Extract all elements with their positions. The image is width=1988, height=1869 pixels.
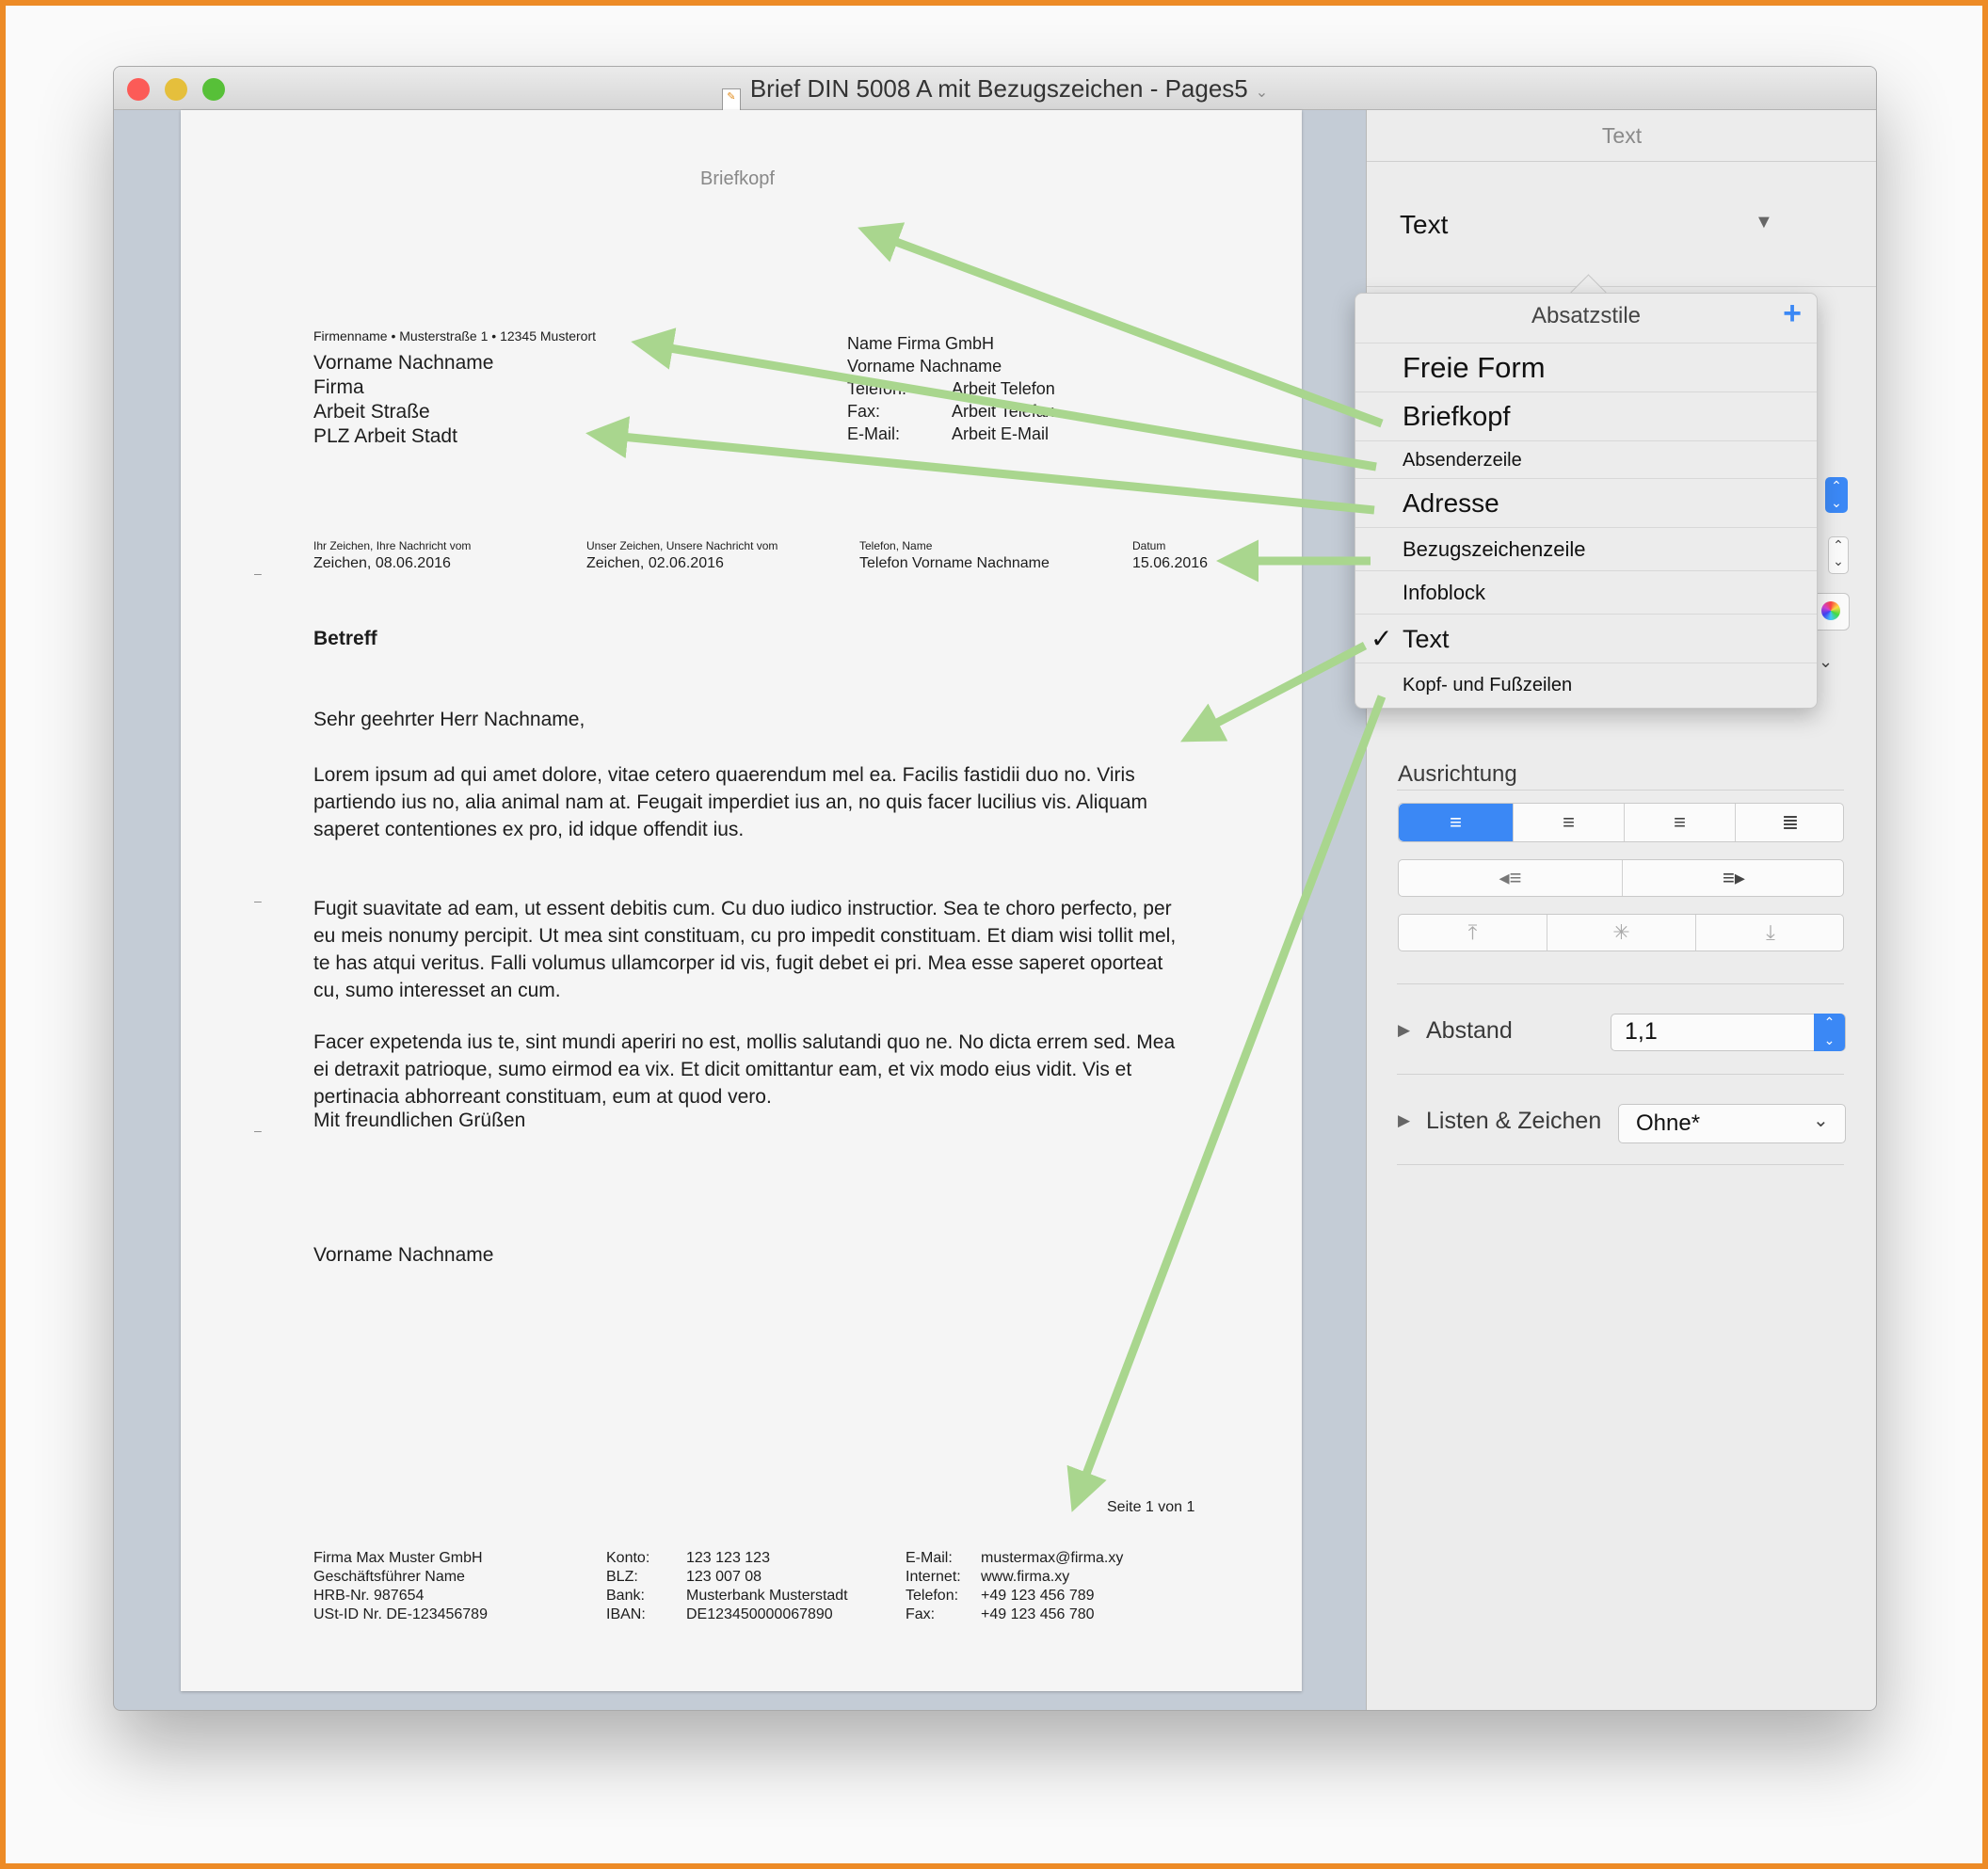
info-phone-value[interactable]: Arbeit Telefon bbox=[952, 379, 1055, 398]
header-guide-label: Briefkopf bbox=[700, 168, 775, 189]
style-item-absenderzeile[interactable]: Absenderzeile bbox=[1355, 440, 1817, 478]
style-item-briefkopf[interactable]: Briefkopf bbox=[1355, 391, 1817, 440]
footer-col2-label4: IBAN: bbox=[606, 1606, 646, 1622]
info-email-value[interactable]: Arbeit E-Mail bbox=[952, 424, 1050, 443]
footer-col2-value3[interactable]: Musterbank Musterstadt bbox=[686, 1588, 848, 1604]
style-item-bezugszeichenzeile[interactable]: Bezugszeichenzeile bbox=[1355, 527, 1817, 570]
align-right-icon[interactable]: ≡ bbox=[1625, 804, 1736, 841]
info-company[interactable]: Name Firma GmbH bbox=[847, 334, 995, 353]
style-item-freie-form[interactable]: Freie Form bbox=[1355, 343, 1817, 391]
window-title: Brief DIN 5008 A mit Bezugszeichen - Pages5 bbox=[749, 74, 1248, 103]
decrease-indent-icon[interactable]: ◂≡ bbox=[1399, 860, 1623, 896]
footer-col2-label1: Konto: bbox=[606, 1550, 650, 1566]
align-left-icon[interactable]: ≡ bbox=[1399, 804, 1514, 841]
info-fax-label: Fax: bbox=[847, 402, 881, 421]
subject-line[interactable]: Betreff bbox=[313, 628, 377, 649]
ref-value-4[interactable]: 15.06.2016 bbox=[1132, 555, 1209, 571]
lists-value[interactable]: Ohne* bbox=[1636, 1110, 1701, 1136]
ref-value-2[interactable]: Zeichen, 02.06.2016 bbox=[586, 555, 724, 571]
salutation[interactable]: Sehr geehrter Herr Nachname, bbox=[313, 709, 585, 730]
disclosure-triangle-icon[interactable]: ▶ bbox=[1398, 1021, 1411, 1039]
style-item-kopf-und-fusszeilen[interactable]: Kopf- und Fußzeilen bbox=[1355, 663, 1817, 706]
spacing-stepper-icon[interactable]: ⌃ ⌄ bbox=[1814, 1014, 1845, 1051]
signature[interactable]: Vorname Nachname bbox=[313, 1244, 494, 1266]
footer-col2-label3: Bank: bbox=[606, 1588, 645, 1604]
size-stepper-icon[interactable]: ⌃ ⌄ bbox=[1828, 536, 1849, 574]
footer-col3-label2: Internet: bbox=[906, 1569, 961, 1585]
address-line-1[interactable]: Vorname Nachname bbox=[313, 352, 494, 374]
align-center-icon[interactable]: ≡ bbox=[1514, 804, 1625, 841]
alignment-label: Ausrichtung bbox=[1398, 761, 1517, 787]
footer-col1-line3[interactable]: HRB-Nr. 987654 bbox=[313, 1588, 425, 1604]
closing[interactable]: Mit freundlichen Grüßen bbox=[313, 1110, 526, 1131]
fold-mark: – bbox=[254, 566, 262, 581]
align-middle-icon[interactable]: ✳ bbox=[1547, 915, 1696, 950]
font-stepper-icon[interactable]: ⌃ ⌄ bbox=[1825, 477, 1848, 513]
info-fax-value[interactable]: Arbeit Telefax bbox=[952, 402, 1054, 421]
body-paragraph-1[interactable]: Lorem ipsum ad qui amet dolore, vitae cetero quaerendum mel ea. Facilis fastidii duo no. Viris partiendo ius no, alia animal nam at. Feugait imperdiet ius an, no quis facer lucilius vis. Aliquam saperet contentiones ex pro, id idque offendit ius. bbox=[313, 764, 1147, 840]
ref-label-1: Ihr Zeichen, Ihre Nachricht vom bbox=[313, 539, 472, 552]
add-style-icon[interactable]: + bbox=[1783, 296, 1802, 331]
chevron-down-icon[interactable]: ⌄ bbox=[1255, 85, 1269, 101]
triangle-down-icon[interactable]: ▼ bbox=[1755, 212, 1773, 232]
info-phone-label: Telefon: bbox=[847, 379, 907, 398]
ref-label-4: Datum bbox=[1132, 539, 1166, 552]
ref-value-3[interactable]: Telefon Vorname Nachname bbox=[859, 555, 1050, 571]
footer-col1-line1[interactable]: Firma Max Muster GmbH bbox=[313, 1550, 483, 1566]
info-email-label: E-Mail: bbox=[847, 424, 901, 443]
paragraph-style-name[interactable]: Text bbox=[1400, 210, 1449, 239]
pages-document-icon: ✎ bbox=[722, 88, 741, 113]
footer-col3-value3[interactable]: +49 123 456 789 bbox=[981, 1588, 1095, 1604]
style-item-infoblock[interactable]: Infoblock bbox=[1355, 570, 1817, 614]
disclosure-triangle-icon[interactable]: ▶ bbox=[1398, 1111, 1411, 1129]
footer-col3-label4: Fax: bbox=[906, 1606, 936, 1622]
increase-indent-icon[interactable]: ≡▸ bbox=[1723, 866, 1745, 889]
body-paragraph-3[interactable]: Facer expetenda ius te, sint mundi aperiri no est, mollis salutandi quo ne. No dicta errem sed. Mea ei detraxit patrioque, sumo eirmod ea vix. Et dicit omittantur eam, et vix modo eius vidit. Vis et pertinacia abhorreant constituam, eum at quod vero. bbox=[313, 1031, 1176, 1108]
chevron-down-icon[interactable]: ⌄ bbox=[1813, 1110, 1829, 1131]
body-paragraph-2[interactable]: Fugit suavitate ad eam, ut essent debitis cum. Cu duo iudico instructior. Sea te choro perfecto, per eu meis nonumy percipit. Ut mea sint constituam, cu pro impedit constituam. Et diam wisi tollit mel, te has atqui veritus. Falli volumus ullamcorper id vis, fugit debet ei pri. Mea esse saperet oporteat cu, sumo interesset an cum. bbox=[313, 898, 1177, 1001]
fold-mark-2: – bbox=[254, 893, 262, 908]
style-item-adresse[interactable]: Adresse bbox=[1355, 478, 1817, 527]
footer-col3-value1[interactable]: mustermax@firma.xy bbox=[981, 1550, 1124, 1566]
lists-label: Listen & Zeichen bbox=[1426, 1108, 1602, 1134]
footer-col3-label1: E-Mail: bbox=[906, 1550, 953, 1566]
address-line-4[interactable]: PLZ Arbeit Stadt bbox=[313, 425, 457, 447]
footer-col2-label2: BLZ: bbox=[606, 1569, 638, 1585]
align-justify-icon[interactable]: ≣ bbox=[1781, 810, 1800, 834]
footer-col1-line2[interactable]: Geschäftsführer Name bbox=[313, 1569, 465, 1585]
page-number[interactable]: Seite 1 von 1 bbox=[1107, 1499, 1195, 1515]
address-line-3[interactable]: Arbeit Straße bbox=[313, 401, 430, 423]
footer-col3-value4[interactable]: +49 123 456 780 bbox=[981, 1606, 1095, 1622]
footer-col2-value1[interactable]: 123 123 123 bbox=[686, 1550, 770, 1566]
arrow-kopf-fusszeilen bbox=[1078, 696, 1382, 1496]
sender-line[interactable]: Firmenname • Musterstraße 1 • 12345 Musterort bbox=[313, 328, 597, 343]
style-item-text[interactable]: Text bbox=[1355, 614, 1817, 663]
footer-col2-value2[interactable]: 123 007 08 bbox=[686, 1569, 762, 1585]
align-top-icon[interactable]: ⤒ bbox=[1399, 915, 1547, 950]
arrow-text bbox=[1195, 646, 1365, 734]
footer-col3-value2[interactable]: www.firma.xy bbox=[981, 1569, 1070, 1585]
address-line-2[interactable]: Firma bbox=[313, 376, 364, 398]
footer-col3-label3: Telefon: bbox=[906, 1588, 959, 1604]
align-bottom-icon[interactable]: ⤓ bbox=[1766, 920, 1775, 944]
spacing-value[interactable]: 1,1 bbox=[1625, 1018, 1658, 1045]
ref-value-1[interactable]: Zeichen, 08.06.2016 bbox=[313, 555, 451, 571]
footer-col1-line4[interactable]: USt-ID Nr. DE-123456789 bbox=[313, 1606, 488, 1622]
checkmark-icon: ✓ bbox=[1371, 624, 1393, 653]
ref-label-3: Telefon, Name bbox=[859, 539, 933, 552]
info-name[interactable]: Vorname Nachname bbox=[847, 357, 1002, 375]
fold-mark-3: – bbox=[254, 1123, 262, 1138]
chevron-down-icon[interactable]: ⌄ bbox=[1819, 652, 1834, 671]
spacing-label: Abstand bbox=[1426, 1017, 1513, 1044]
footer-col2-value4[interactable]: DE123450000067890 bbox=[686, 1606, 833, 1622]
inspector-tab-text[interactable]: Text bbox=[1601, 123, 1643, 148]
ref-label-2: Unser Zeichen, Unsere Nachricht vom bbox=[586, 539, 778, 552]
popover-title: Absatzstile bbox=[1531, 303, 1642, 328]
